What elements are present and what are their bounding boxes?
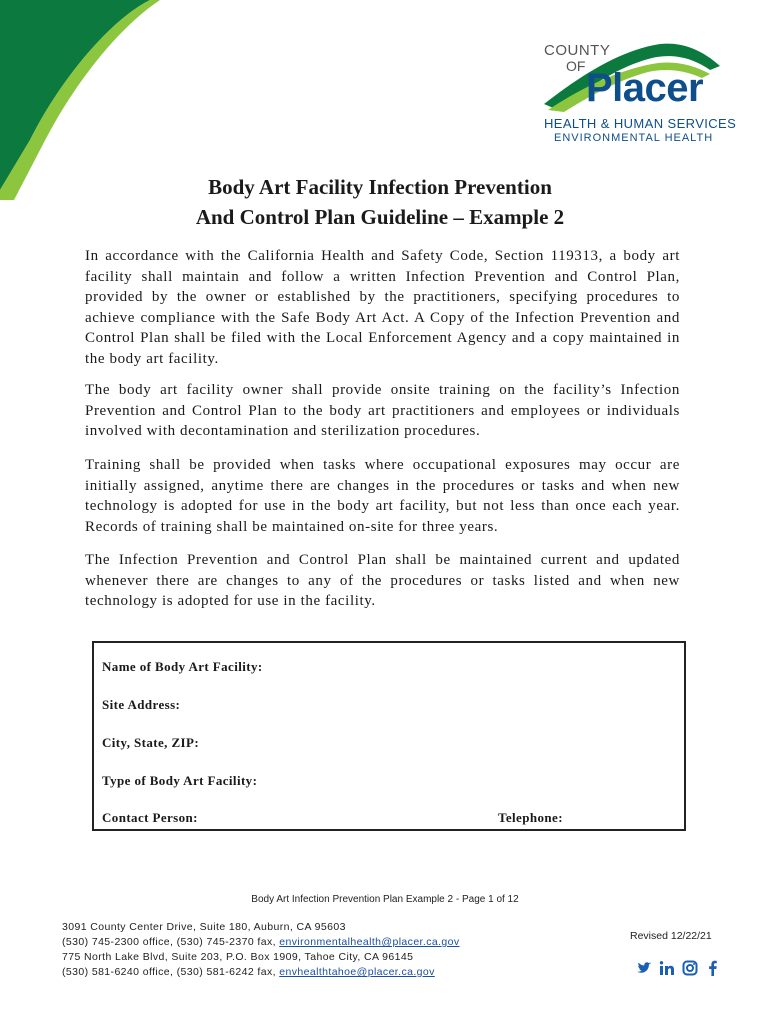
linkedin-icon[interactable] xyxy=(659,960,675,976)
auburn-email-link[interactable]: environmentalhealth@placer.ca.gov xyxy=(279,936,460,948)
title-line-1: Body Art Facility Infection Prevention xyxy=(208,175,552,199)
corner-swoosh-graphic xyxy=(0,0,160,200)
paragraph-compliance: In accordance with the California Health and Safety Code, Section 119313, a body art facility shall maintain and follow a written Infection Prevention and Control Plan, provided by the owner or established by the practitioners, specifying procedures to achieve compliance with the Safe Body Art Act. A Copy of the Infection Prevention and Control Plan shall be filed with the Local Enforcement Agency and a copy maintained in the body art facility. xyxy=(85,248,680,367)
paragraph-training-schedule: Training shall be provided when tasks where occupational exposures may occur are initially assigned, anytime there are changes in the procedures or tasks and when new technology is adopted for use in the body art facility, but not less than once each year. Records of training shall be maintained on-site for three years. xyxy=(85,457,680,535)
document-title xyxy=(60,172,700,232)
tahoe-email-link[interactable]: envhealthtahoe@placer.ca.gov xyxy=(279,966,435,978)
facility-info-form xyxy=(92,641,686,831)
facility-name-field[interactable]: Name of Body Art Facility: xyxy=(102,659,263,674)
facility-type-field[interactable]: Type of Body Art Facility: xyxy=(102,773,258,788)
footer-address-block xyxy=(62,920,460,980)
logo-county-text: COUNTY xyxy=(544,42,611,59)
logo-hhs-text: HEALTH & HUMAN SERVICES xyxy=(544,116,737,131)
paragraph-plan-maintenance: The Infection Prevention and Control Plan shall be maintained current and updated whenever there are changes to any of the procedures or tasks listed and when new technology is adopted for use in the facility. xyxy=(85,552,680,609)
tahoe-address: 775 North Lake Blvd, Suite 203, P.O. Box 1909, Tahoe City, CA 96145 xyxy=(62,951,414,963)
twitter-icon[interactable] xyxy=(636,960,652,976)
county-logo xyxy=(540,40,737,150)
logo-env-text: ENVIRONMENTAL HEALTH xyxy=(554,132,714,144)
auburn-address: 3091 County Center Drive, Suite 180, Auburn, CA 95603 xyxy=(62,921,346,933)
site-address-field[interactable]: Site Address: xyxy=(102,697,181,712)
facebook-icon[interactable] xyxy=(705,960,721,976)
logo-of-text: OF xyxy=(566,58,586,74)
logo-placer-text: Placer xyxy=(586,66,704,110)
auburn-phone: (530) 745-2300 office, (530) 745-2370 fax, xyxy=(62,936,280,948)
city-state-zip-field[interactable]: City, State, ZIP: xyxy=(102,735,200,750)
tahoe-contact xyxy=(62,965,460,980)
instagram-icon[interactable] xyxy=(682,960,698,976)
title-line-2: And Control Plan Guideline – Example 2 xyxy=(195,205,565,229)
auburn-contact xyxy=(62,935,460,950)
social-links xyxy=(636,960,721,976)
page-number-label: Body Art Infection Prevention Plan Example 2 - Page 1 of 12 xyxy=(251,894,519,905)
revised-date: Revised 12/22/21 xyxy=(630,930,712,942)
telephone-field[interactable]: Telephone: xyxy=(498,810,563,825)
tahoe-phone: (530) 581-6240 office, (530) 581-6242 fax, xyxy=(62,966,280,978)
paragraph-training-owner: The body art facility owner shall provide onsite training on the facility’s Infection Prevention and Control Plan to the body art practitioners and employees or individuals involved with decontamination and sterilization procedures. xyxy=(85,382,680,439)
contact-person-field[interactable]: Contact Person: xyxy=(102,810,198,825)
